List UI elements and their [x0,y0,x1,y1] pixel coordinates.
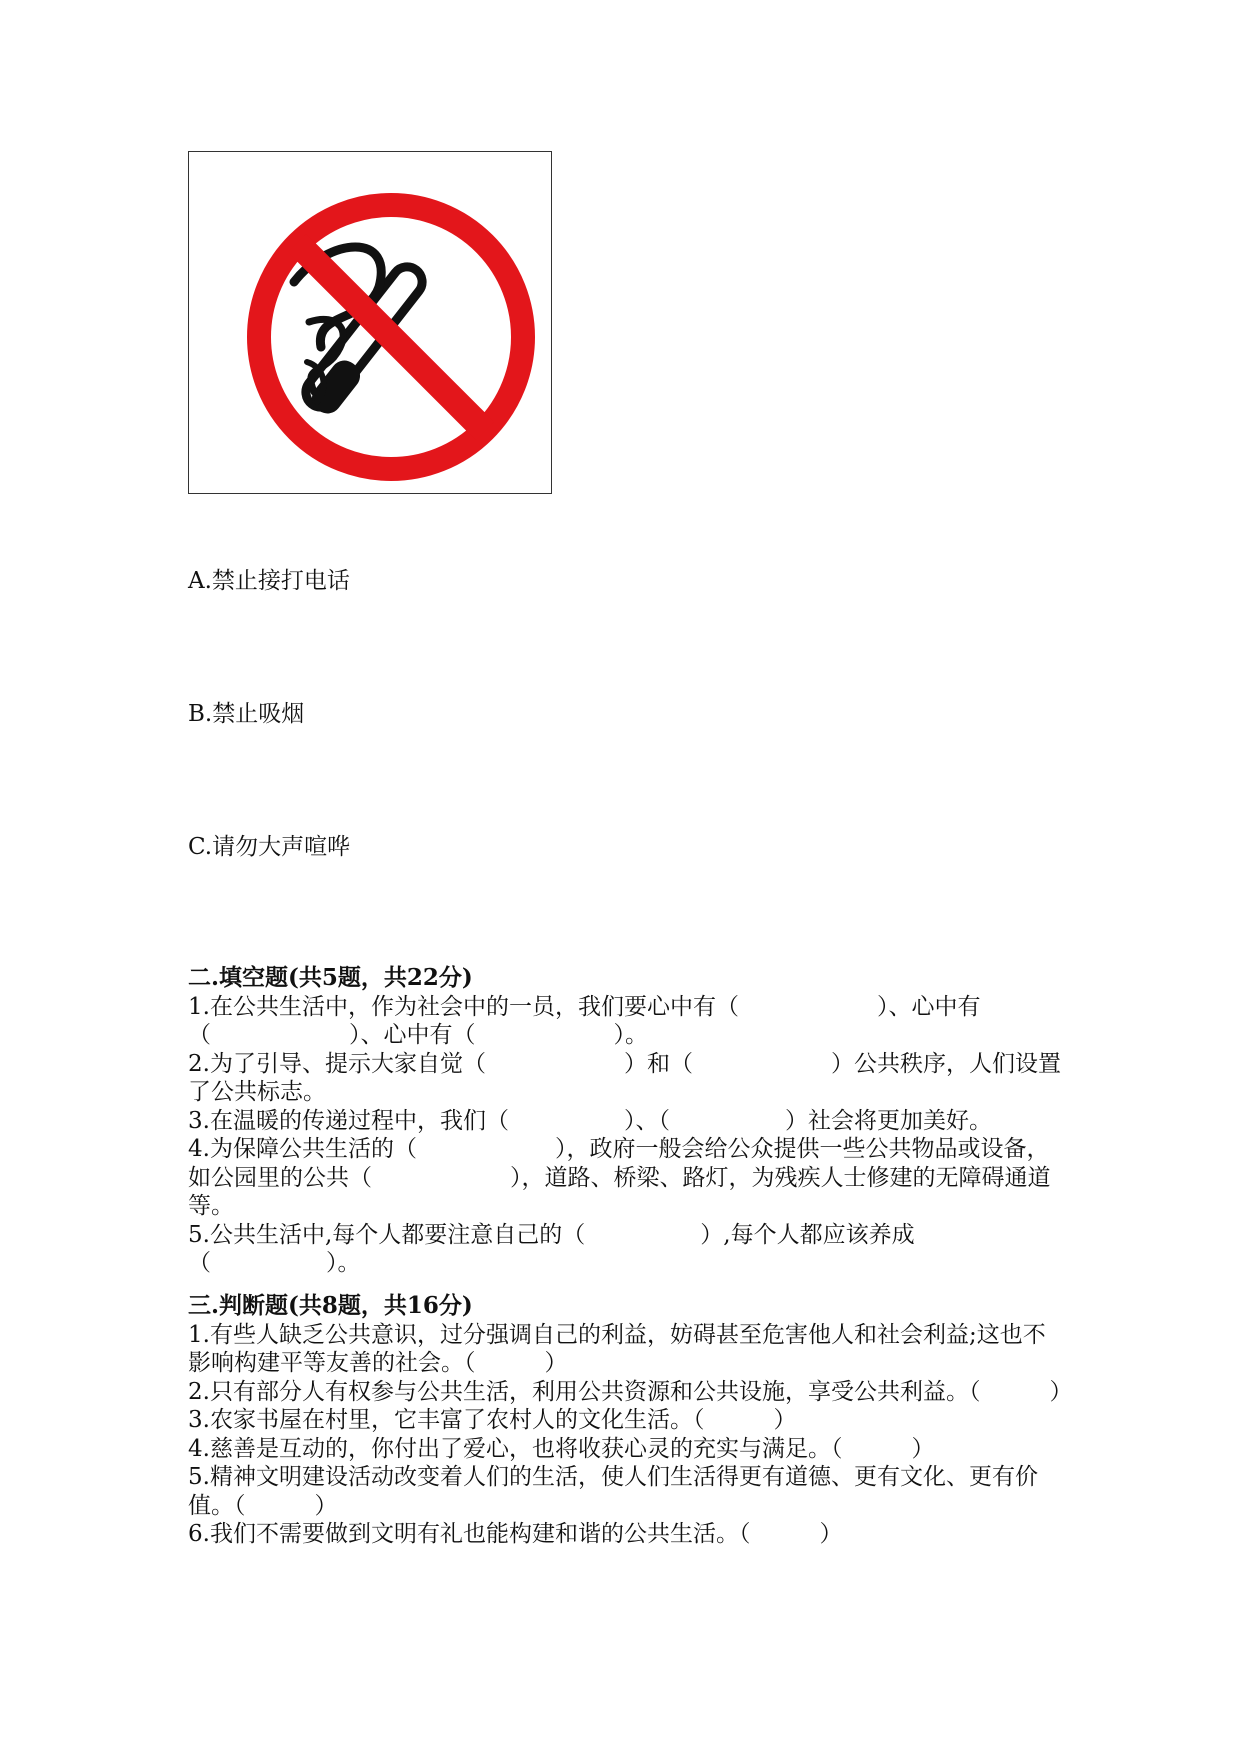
judge-section [188,1292,1073,1549]
fill-in-question-1: 1.在公共生活中，作为社会中的一员，我们要心中有（ ）、心中有（ ）、心中有（ ）。 [188,993,981,1048]
option-a: A.禁止接打电话 [188,568,350,594]
prohibition-ring-icon [259,205,523,469]
fill-in-question-4: 4.为保障公共生活的（ ），政府一般会给公众提供一些公共物品或设备，如公园里的公共（ ），道路、桥梁、路灯，为残疾人士修建的无障碍通道等。 [188,1136,1051,1219]
judge-question-2: 2.只有部分人有权参与公共生活，利用公共资源和公共设施，享受公共利益。（ ） [188,1378,1073,1405]
fill-in-question-3: 3.在温暖的传递过程中，我们（ ）、（ ）社会将更加美好。 [188,1107,992,1134]
no-smoking-sign-icon [189,152,551,493]
fill-in-section [188,964,1068,1278]
fill-in-question-5: 5.公共生活中,每个人都要注意自己的（ ）,每个人都应该养成 （ ）。 [188,1221,938,1276]
option-b: B.禁止吸烟 [188,701,305,727]
fill-in-question-2: 2.为了引导、提示大家自觉（ ）和（ ）公共秩序，人们设置了公共标志。 [188,1050,1061,1105]
judge-question-5: 5.精神文明建设活动改变着人们的生活，使人们生活得更有道德、更有文化、更有价值。（ ） [188,1464,1038,1519]
judge-question-6: 6.我们不需要做到文明有礼也能构建和谐的公共生活。（ ） [188,1521,843,1547]
no-smoking-figure [188,151,552,494]
fill-in-title: 二.填空题(共5题，共22分) [188,964,473,991]
judge-question-3: 3.农家书屋在村里，它丰富了农村人的文化生活。（ ） [188,1407,797,1433]
judge-question-4: 4.慈善是互动的，你付出了爱心，也将收获心灵的充实与满足。（ ） [188,1435,935,1462]
judge-question-1: 1.有些人缺乏公共意识，过分强调自己的利益，妨碍甚至危害他人和社会利益;这也不影响构建平等友善的社会。（ ） [188,1321,1046,1376]
option-c: C.请勿大声喧哗 [188,834,351,860]
judge-title: 三.判断题(共8题，共16分) [188,1292,473,1319]
